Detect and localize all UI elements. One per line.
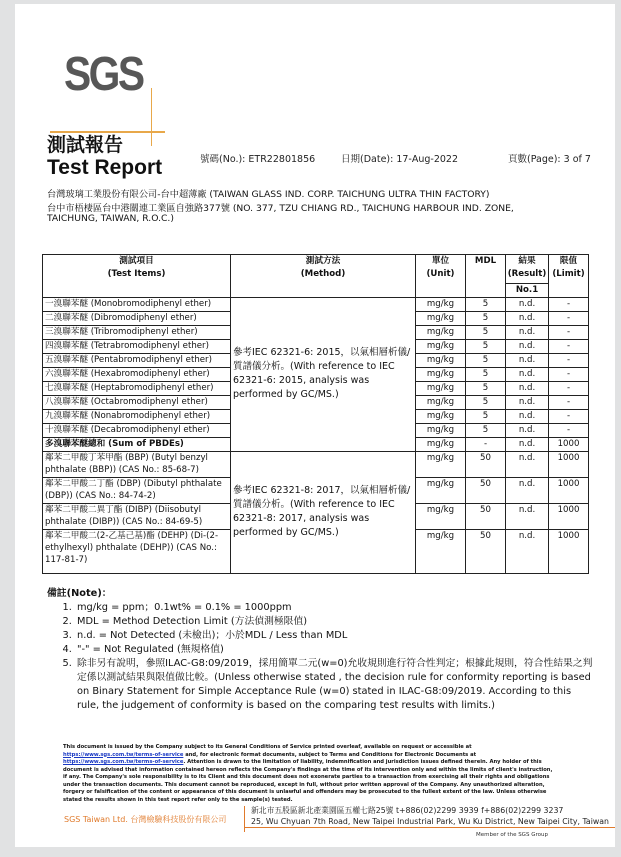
footer-company: SGS Taiwan Ltd. 台灣檢驗科技股份有限公司 <box>64 815 227 824</box>
test-item: 鄰苯二甲酸丁苯甲酯 (BBP) (Butyl benzyl phthalate (BBP)) (CAS No.: 85-68-7) <box>43 451 231 477</box>
unit: mg/kg <box>416 367 466 381</box>
limit: - <box>549 325 589 339</box>
mdl: 5 <box>466 311 506 325</box>
result: n.d. <box>506 395 549 409</box>
header-mdl: MDL <box>466 255 506 298</box>
mdl: - <box>466 437 506 451</box>
result: n.d. <box>506 339 549 353</box>
limit: - <box>549 381 589 395</box>
footer-address-en: 25, Wu Chyuan 7th Road, New Taipei Industrial Park, Wu Ku District, New Taipei City, Taiwan <box>251 817 609 826</box>
result: n.d. <box>506 529 549 573</box>
mdl: 50 <box>466 503 506 529</box>
unit: mg/kg <box>416 339 466 353</box>
mdl: 5 <box>466 423 506 437</box>
unit: mg/kg <box>416 451 466 477</box>
mdl: 5 <box>466 339 506 353</box>
limit: - <box>549 297 589 311</box>
limit: - <box>549 367 589 381</box>
note-item: 2. MDL = Method Detection Limit (方法偵測極限值) <box>75 615 595 629</box>
result: n.d. <box>506 311 549 325</box>
header-result: 結果 (Result) <box>506 255 549 284</box>
limit: - <box>549 409 589 423</box>
unit: mg/kg <box>416 503 466 529</box>
result: n.d. <box>506 477 549 503</box>
result: n.d. <box>506 381 549 395</box>
mdl: 5 <box>466 367 506 381</box>
header-unit: 單位 (Unit) <box>416 255 466 298</box>
mdl: 5 <box>466 409 506 423</box>
report-number: 號碼(No.): ETR22801856 <box>200 154 316 165</box>
limit: 1000 <box>549 477 589 503</box>
test-item: 多溴聯苯醚總和 (Sum of PBDEs) <box>43 437 231 451</box>
result: n.d. <box>506 503 549 529</box>
test-item: 八溴聯苯醚 (Octabromodiphenyl ether) <box>43 395 231 409</box>
result: n.d. <box>506 451 549 477</box>
header-test-items: 測試項目 (Test Items) <box>43 255 231 298</box>
document-page <box>15 4 615 847</box>
report-date: 日期(Date): 17-Aug-2022 <box>341 154 459 165</box>
footer-address-zh: 新北市五股區新北產業園區五權七路25號 t+886(02)2299 3939 f+886(02)2299 3237 <box>251 806 564 815</box>
result: n.d. <box>506 367 549 381</box>
unit: mg/kg <box>416 381 466 395</box>
mdl: 5 <box>466 325 506 339</box>
mdl: 50 <box>466 529 506 573</box>
test-item: 四溴聯苯醚 (Tetrabromodiphenyl ether) <box>43 339 231 353</box>
limit: 1000 <box>549 503 589 529</box>
note-item: 3. n.d. = Not Detected (未檢出)；小於MDL / Less than MDL <box>75 629 595 643</box>
table-row <box>43 297 589 311</box>
unit: mg/kg <box>416 529 466 573</box>
limit: 1000 <box>549 529 589 573</box>
test-item: 五溴聯苯醚 (Pentabromodiphenyl ether) <box>43 353 231 367</box>
test-item: 三溴聯苯醚 (Tribromodiphenyl ether) <box>43 325 231 339</box>
test-method: 參考IEC 62321-8: 2017，以氣相層析儀/質譜儀分析。(With reference to IEC 62321-8: 2017, analysis was performed by GC/MS.) <box>231 451 416 573</box>
table-row <box>43 451 589 477</box>
mdl: 50 <box>466 451 506 477</box>
result: n.d. <box>506 297 549 311</box>
note-item: 5. 除非另有說明，參照ILAC-G8:09/2019，採用簡單二元(w=0)允收規則進行符合性判定；根據此規則，符合性結果之判定係以測試結果與限值做比較。(Unless otherwise stated , the decision rule for conformity reporting is based on Binary Statement for Simple Acceptance Rule (w=0) stated in ILAC-G8:09/2019. According to this rule, the judgement of conformity is based on the comparing test results with limits.) <box>75 657 595 713</box>
test-item: 九溴聯苯醚 (Nonabromodiphenyl ether) <box>43 409 231 423</box>
result: n.d. <box>506 353 549 367</box>
terms-link[interactable]: https://www.sgs.com.tw/terms-of-service <box>63 751 184 758</box>
test-item: 一溴聯苯醚 (Monobromodiphenyl ether) <box>43 297 231 311</box>
test-item: 鄰苯二甲酸二丁酯 (DBP) (Dibutyl phthalate (DBP)) (CAS No.: 84-74-2) <box>43 477 231 503</box>
result: n.d. <box>506 409 549 423</box>
notes-title: 備註(Note)： <box>47 588 112 599</box>
note-item: 4. "-" = Not Regulated (無規格值) <box>75 643 595 657</box>
client-name: 台灣玻璃工業股份有限公司-台中超薄廠 (TAIWAN GLASS IND. CORP. TAICHUNG ULTRA THIN FACTORY) <box>47 189 490 200</box>
mdl: 5 <box>466 395 506 409</box>
title-en: Test Report <box>47 156 163 179</box>
limit: - <box>549 353 589 367</box>
limit: 1000 <box>549 451 589 477</box>
unit: mg/kg <box>416 477 466 503</box>
client-address-1: 台中市梧棲區台中港關連工業區自強路377號 (NO. 377, TZU CHIANG RD., TAICHUNG HARBOUR IND. ZONE, <box>47 203 514 214</box>
results-table <box>42 254 589 574</box>
test-item: 十溴聯苯醚 (Decabromodiphenyl ether) <box>43 423 231 437</box>
member-note: Member of the SGS Group <box>476 832 548 838</box>
mdl: 5 <box>466 353 506 367</box>
limit: - <box>549 311 589 325</box>
test-method: 參考IEC 62321-6: 2015，以氣相層析儀/質譜儀分析。(With reference to IEC 62321-6: 2015, analysis was performed by GC/MS.) <box>231 297 416 451</box>
header-method: 測試方法 (Method) <box>231 255 416 298</box>
terms-link-electronic[interactable]: https://www.sgs.com.tw/terms-of-service <box>63 759 184 765</box>
unit: mg/kg <box>416 437 466 451</box>
result: n.d. <box>506 325 549 339</box>
result: n.d. <box>506 437 549 451</box>
title-zh: 測試報告 <box>47 134 124 156</box>
test-item: 七溴聯苯醚 (Heptabromodiphenyl ether) <box>43 381 231 395</box>
result: n.d. <box>506 423 549 437</box>
limit: - <box>549 339 589 353</box>
notes-section <box>47 587 595 713</box>
unit: mg/kg <box>416 409 466 423</box>
test-item: 鄰苯二甲酸二(2-乙基己基)酯 (DEHP) (Di-(2-ethylhexyl) phthalate (DEHP)) (CAS No.: 117-81-7) <box>43 529 231 573</box>
unit: mg/kg <box>416 353 466 367</box>
unit: mg/kg <box>416 395 466 409</box>
mdl: 50 <box>466 477 506 503</box>
mdl: 5 <box>466 381 506 395</box>
sgs-logo: SGS <box>35 42 165 112</box>
test-item: 二溴聯苯醚 (Dibromodiphenyl ether) <box>43 311 231 325</box>
test-item: 鄰苯二甲酸二異丁酯 (DIBP) (Diisobutyl phthalate (DIBP)) (CAS No.: 84-69-5) <box>43 503 231 529</box>
unit: mg/kg <box>416 423 466 437</box>
unit: mg/kg <box>416 311 466 325</box>
disclaimer: This document is issued by the Company subject to its General Conditions of Service printed overleaf, available on request or accessible at https://www.sgs.com.tw/terms-of-service and, for electronic format documents, subject to Terms and Conditions for Electronic Documents at https://www.sgs.com.tw/terms-of-service. Attention is drawn to the limitation of liability, indemnification and jurisdiction issues defined therein. Any holder of this document is advised that information contained hereon reflects the Company's findings at the time of its intervention only and within the limits of client's instruction, if any. The Company's sole responsibility is to its Client and this document does not exonerate parties to a transaction from exercising all their rights and obligations under the transaction documents. This document cannot be reproduced, except in full, without prior written approval of the Company. Any unauthorized alteration, forgery or falsification of the content or appearance of this document is unlawful and offenders may be prosecuted to the fullest extent of the law. Unless otherwise stated the results shown in this test report refer only to the sample(s) tested. <box>63 744 553 803</box>
limit: - <box>549 395 589 409</box>
header-sample-no1: No.1 <box>506 284 549 298</box>
header-limit: 限值 (Limit) <box>549 255 589 298</box>
limit: - <box>549 423 589 437</box>
client-address-2: TAICHUNG, TAIWAN, R.O.C.) <box>47 213 174 224</box>
page-number: 頁數(Page): 3 of 7 <box>508 154 591 165</box>
note-item: 1. mg/kg = ppm；0.1wt% = 0.1% = 1000ppm <box>75 601 595 615</box>
limit: 1000 <box>549 437 589 451</box>
unit: mg/kg <box>416 297 466 311</box>
mdl: 5 <box>466 297 506 311</box>
test-item: 六溴聯苯醚 (Hexabromodiphenyl ether) <box>43 367 231 381</box>
unit: mg/kg <box>416 325 466 339</box>
